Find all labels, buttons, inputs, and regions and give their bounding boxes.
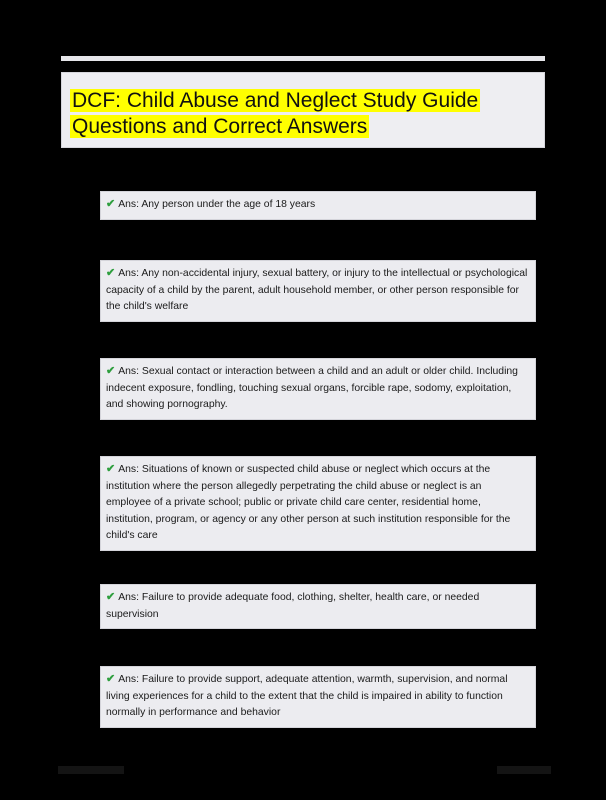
answer-box-3 — [100, 358, 536, 420]
answer-text: Ans: Any non-accidental injury, sexual battery, or injury to the intellectual or psychological capacity of a child by the parent, adult household member, or other person responsible for the child's welfare — [106, 268, 528, 312]
check-icon: ✔ — [106, 463, 116, 475]
answer-box-6 — [100, 666, 536, 728]
answer-box-4 — [100, 456, 536, 551]
answer-text: Ans: Failure to provide adequate food, clothing, shelter, health care, or needed supervision — [106, 592, 480, 620]
answer-text: Ans: Situations of known or suspected child abuse or neglect which occurs at the institution where the person allegedly perpetrating the child abuse or neglect is an employee of a private school; public or private child care center, residential home, institution, program, or agency or any other person at such institution responsible for the child's care — [106, 464, 511, 541]
title-line-1: DCF: Child Abuse and Neglect Study Guide — [72, 89, 479, 112]
footer-page-number — [497, 766, 551, 774]
check-icon: ✔ — [106, 365, 116, 377]
footer-left-watermark — [58, 766, 124, 774]
check-icon: ✔ — [106, 673, 116, 685]
check-icon: ✔ — [106, 198, 116, 210]
answer-text: Ans: Any person under the age of 18 years — [118, 199, 316, 210]
document-title — [70, 88, 480, 140]
answer-text: Ans: Failure to provide support, adequate attention, warmth, supervision, and normal living experiences for a child to the extent that the child is impaired in ability to function normally in performance and behavior — [106, 674, 508, 718]
answer-box-1 — [100, 191, 536, 220]
answer-box-5 — [100, 584, 536, 629]
check-icon: ✔ — [106, 267, 116, 279]
answer-box-2 — [100, 260, 536, 322]
answer-text: Ans: Sexual contact or interaction between a child and an adult or older child. Including indecent exposure, fondling, touching sexual organs, forcible rape, sodomy, exploitation, and showing pornography. — [106, 366, 518, 410]
check-icon: ✔ — [106, 591, 116, 603]
top-rule — [61, 56, 545, 61]
title-line-2: Questions and Correct Answers — [72, 115, 368, 138]
